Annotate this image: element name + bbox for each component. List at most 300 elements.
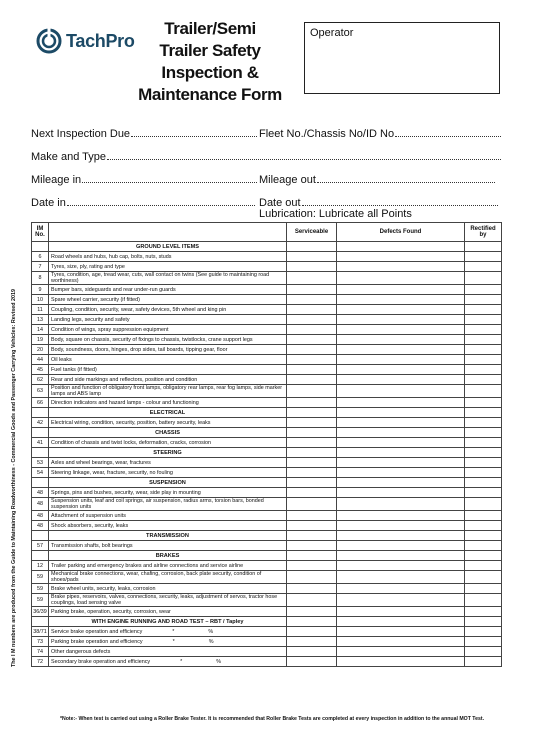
table-row [32,541,502,551]
defects-cell [337,617,465,627]
im-number: 74 [32,647,49,657]
serviceable-cell [287,242,337,252]
item-description [49,627,287,637]
im-number: 59 [32,594,49,607]
rectified-cell[interactable] [465,272,502,285]
defects-cell[interactable] [337,458,465,468]
item-text: Axles and wheel bearings, wear, fractures [51,459,151,466]
rbt-marker: * [172,628,175,635]
defects-cell[interactable] [337,345,465,355]
item-description [49,315,287,325]
table-row [32,647,502,657]
rectified-cell[interactable] [465,458,502,468]
side-note: The I M numbers are produced from the Guide to Maintaining Roadworthiness - Commercial Goods and Passenger Carrying Vehicles: Revised 2019 [11,288,17,668]
rectified-cell[interactable] [465,607,502,617]
table-row [32,468,502,478]
section-row [32,448,502,458]
serviceable-cell[interactable] [287,584,337,594]
defects-cell[interactable] [337,335,465,345]
fleet-no-label: Fleet No./Chassis No/ID No [259,128,395,140]
table-row [32,458,502,468]
table-row [32,594,502,607]
rectified-cell[interactable] [465,468,502,478]
item-description [49,637,287,647]
rectified-cell[interactable] [465,315,502,325]
serviceable-cell[interactable] [287,627,337,637]
table-row [32,438,502,448]
rectified-cell [465,531,502,541]
im-number: 48 [32,488,49,498]
item-description [49,498,287,511]
serviceable-cell[interactable] [287,637,337,647]
item-description [49,488,287,498]
table-row [32,365,502,375]
defects-cell[interactable] [337,647,465,657]
section-title: SUSPENSION [49,478,287,488]
rectified-cell[interactable] [465,398,502,408]
item-description [49,272,287,285]
section-im-cell [32,478,49,488]
section-row [32,531,502,541]
serviceable-cell [287,448,337,458]
table-row [32,418,502,428]
serviceable-cell [287,551,337,561]
rectified-cell [465,428,502,438]
serviceable-cell[interactable] [287,375,337,385]
im-number: 54 [32,468,49,478]
serviceable-cell [287,478,337,488]
serviceable-cell[interactable] [287,647,337,657]
table-header-row [32,223,502,242]
defects-cell [337,408,465,418]
next-inspection-label: Next Inspection Due [31,128,131,140]
header-serviceable: Serviceable [287,223,337,242]
table-row [32,375,502,385]
im-number: 48 [32,511,49,521]
defects-cell[interactable] [337,375,465,385]
defects-cell[interactable] [337,541,465,551]
item-description [49,295,287,305]
im-number: 19 [32,335,49,345]
rectified-cell[interactable] [465,657,502,667]
operator-box[interactable] [304,22,500,94]
rectified-cell[interactable] [465,335,502,345]
section-im-cell [32,531,49,541]
table-row [32,272,502,285]
serviceable-cell[interactable] [287,657,337,667]
rectified-cell[interactable] [465,627,502,637]
serviceable-cell[interactable] [287,488,337,498]
table-row [32,325,502,335]
section-title: TRANSMISSION [49,531,287,541]
serviceable-cell[interactable] [287,365,337,375]
serviceable-cell [287,428,337,438]
section-title: CHASSIS [49,428,287,438]
table-row [32,627,502,637]
serviceable-cell[interactable] [287,345,337,355]
im-number: 66 [32,398,49,408]
table-row [32,285,502,295]
serviceable-cell [287,408,337,418]
serviceable-cell[interactable] [287,325,337,335]
mileage-in-field[interactable] [31,174,258,186]
rectified-cell[interactable] [465,511,502,521]
item-description [49,375,287,385]
im-number: 11 [32,305,49,315]
rectified-cell[interactable] [465,375,502,385]
serviceable-cell[interactable] [287,498,337,511]
im-number: 38/71 [33,628,47,635]
defects-cell[interactable] [337,252,465,262]
item-description [49,594,287,607]
item-description [49,325,287,335]
item-description [49,252,287,262]
rectified-cell [465,448,502,458]
im-number: 63 [32,385,49,398]
serviceable-cell[interactable] [287,418,337,428]
rectified-cell[interactable] [465,541,502,551]
serviceable-cell[interactable] [287,571,337,584]
rectified-cell[interactable] [465,488,502,498]
rectified-cell[interactable] [465,521,502,531]
im-number: 10 [32,295,49,305]
item-description [49,607,287,617]
rectified-cell[interactable] [465,438,502,448]
defects-cell[interactable] [337,325,465,335]
defects-cell[interactable] [337,607,465,617]
rectified-cell[interactable] [465,345,502,355]
rectified-cell[interactable] [465,385,502,398]
defects-cell[interactable] [337,438,465,448]
defects-cell[interactable] [337,385,465,398]
percent-marker: % [208,638,214,645]
item-text: Tyres, condition, age, tread wear, cuts, wall contact on twins (See guide to maintaining road worthiness) [51,272,270,284]
rectified-cell[interactable] [465,561,502,571]
rectified-cell[interactable] [465,498,502,511]
serviceable-cell[interactable] [287,607,337,617]
defects-cell[interactable] [337,418,465,428]
item-text: Bumper bars, sideguards and rear under-run guards [51,286,176,293]
im-number: 20 [32,345,49,355]
item-description [49,468,287,478]
serviceable-cell [287,617,337,627]
item-text: Springs, pins and bushes, security, wear, side play in mounting [51,489,201,496]
im-number: 14 [32,325,49,335]
item-text: Attachment of suspension units [51,512,126,519]
im-number: 72 [32,657,49,667]
defects-cell[interactable] [337,315,465,325]
item-text: Condition of wings, spray suppression equipment [51,326,169,333]
defects-cell[interactable] [337,627,465,637]
table-body [32,242,502,667]
section-title: ELECTRICAL [49,408,287,418]
table-row [32,385,502,398]
dotted-line [82,181,257,183]
item-text: Brake wheel units, security, leaks, corrosion [51,585,156,592]
defects-cell[interactable] [337,521,465,531]
operator-label: Operator [310,27,354,39]
serviceable-cell[interactable] [287,335,337,345]
rectified-cell[interactable] [465,594,502,607]
table-row [32,295,502,305]
table-row [32,584,502,594]
date-in-label: Date in [31,197,66,209]
footnote: *Note:- When test is carried out using a Roller Brake Tester. It is recommended that Roller Brake Tests are completed at every inspection in addition to the annual MOT Test. [60,716,485,722]
table-row [32,335,502,345]
item-description [49,458,287,468]
serviceable-cell[interactable] [287,295,337,305]
defects-cell [337,531,465,541]
item-description [49,365,287,375]
defects-cell[interactable] [337,561,465,571]
serviceable-cell[interactable] [287,272,337,285]
rectified-cell[interactable] [465,305,502,315]
section-im-cell [32,408,49,418]
item-description [49,584,287,594]
defects-cell[interactable] [337,468,465,478]
defects-cell[interactable] [337,511,465,521]
im-number: 45 [32,365,49,375]
item-description [49,335,287,345]
section-title: BRAKES [49,551,287,561]
defects-cell[interactable] [337,637,465,647]
section-title: STEERING [49,448,287,458]
item-description [49,385,287,398]
defects-cell[interactable] [337,285,465,295]
item-text: Spare wheel carrier, security (if fitted) [51,296,140,303]
dotted-line [67,204,255,206]
item-text: Electrical wiring, condition, security, position, battery security, leaks [51,419,211,426]
serviceable-cell[interactable] [287,355,337,365]
table-row [32,315,502,325]
section-row [32,428,502,438]
rectified-cell[interactable] [465,418,502,428]
rectified-cell[interactable] [465,571,502,584]
item-description [49,418,287,428]
section-title: WITH ENGINE RUNNING AND ROAD TEST – RBT / Tapley [49,617,287,627]
item-text: Condition of chassis and twist locks, deformation, cracks, corrosion [51,439,211,446]
section-im-cell [32,428,49,438]
defects-cell[interactable] [337,498,465,511]
table-row [32,657,502,667]
defects-cell[interactable] [337,295,465,305]
rectified-cell[interactable] [465,262,502,272]
im-number: 59 [32,571,49,584]
fleet-no-field[interactable] [259,128,501,140]
rectified-cell[interactable] [465,365,502,375]
defects-cell [337,448,465,458]
rectified-cell [465,617,502,627]
next-inspection-field[interactable] [31,128,258,140]
item-text: Shock absorbers, security, leaks [51,522,129,529]
defects-cell[interactable] [337,571,465,584]
defects-cell [337,242,465,252]
table-row [32,252,502,262]
defects-cell [337,478,465,488]
defects-cell[interactable] [337,262,465,272]
item-text: Oil leaks [51,356,72,363]
rectified-cell [465,551,502,561]
dotted-line [302,204,498,206]
item-text: Position and function of obligatory front lamps, obligatory rear lamps, rear fog lamps, side marker lamps and ABS lamp [51,385,283,397]
defects-cell[interactable] [337,355,465,365]
item-description [49,285,287,295]
serviceable-cell[interactable] [287,511,337,521]
im-number: 41 [32,438,49,448]
table-row [32,262,502,272]
rectified-cell[interactable] [465,252,502,262]
mileage-out-field[interactable] [259,174,501,186]
serviceable-cell[interactable] [287,521,337,531]
form-title [126,18,294,106]
serviceable-cell[interactable] [287,305,337,315]
serviceable-cell [287,531,337,541]
serviceable-cell[interactable] [287,398,337,408]
im-number: 59 [32,584,49,594]
item-text: Trailer parking and emergency brakes and airline connections and service airline [51,562,244,569]
rectified-cell[interactable] [465,647,502,657]
item-text: Secondary brake operation and efficiency [51,658,151,665]
item-text: Service brake operation and efficiency [51,628,143,635]
item-text: Brake pipes, reservoirs, valves, connections, security, leaks, adjustment of servos, tractor hose couplings, load sensing valve [51,594,278,606]
table-row [32,398,502,408]
table-row [32,521,502,531]
dotted-line [107,158,501,160]
table-row [32,571,502,584]
header-defects-found: Defects Found [337,223,465,242]
item-text: Steering linkage, wear, fracture, security, no fouling [51,469,173,476]
item-description [49,511,287,521]
table-row [32,305,502,315]
im-number: 12 [32,561,49,571]
percent-marker: % [208,628,214,635]
table-row [32,511,502,521]
serviceable-cell[interactable] [287,438,337,448]
rectified-cell [465,408,502,418]
item-text: Body, soundness, doors, hinges, drop sides, tail boards, tipping gear, floor [51,346,228,353]
im-number: 57 [32,541,49,551]
tachpro-logo [36,28,135,54]
item-description [49,305,287,315]
rectified-cell[interactable] [465,285,502,295]
im-number: 53 [32,458,49,468]
rectified-cell[interactable] [465,325,502,335]
rectified-cell[interactable] [465,584,502,594]
item-description [49,541,287,551]
header-im-no: IM No. [32,223,49,242]
rectified-cell[interactable] [465,637,502,647]
item-description [49,438,287,448]
brand-name: TachPro [66,30,135,51]
date-out-label: Date out [259,197,301,209]
section-row [32,551,502,561]
serviceable-cell[interactable] [287,252,337,262]
item-text: Road wheels and hubs, hub cap, bolts, nuts, studs [51,253,172,260]
mileage-out-label: Mileage out [259,174,316,186]
table-row [32,498,502,511]
inspection-table [31,222,502,667]
section-row [32,478,502,488]
section-im-cell [32,617,49,627]
section-row [32,242,502,252]
serviceable-cell[interactable] [287,541,337,551]
im-number: 7 [32,262,49,272]
serviceable-cell[interactable] [287,262,337,272]
form-title-line: Trailer Safety [159,41,261,60]
item-description [49,398,287,408]
defects-cell[interactable] [337,305,465,315]
defects-cell[interactable] [337,584,465,594]
dotted-line [395,135,501,137]
im-number: 62 [32,375,49,385]
form-title-line: Maintenance Form [138,85,282,104]
dotted-line [131,135,258,137]
rbt-marker: * [172,638,175,645]
serviceable-cell[interactable] [287,594,337,607]
im-number: 44 [32,355,49,365]
header-rectified-by: Rectified by [465,223,502,242]
table-row [32,561,502,571]
dotted-line [317,181,495,183]
date-in-field[interactable] [31,197,258,209]
serviceable-cell[interactable] [287,385,337,398]
item-description [49,571,287,584]
section-title: GROUND LEVEL ITEMS [49,242,287,252]
form-title-line: Trailer/Semi [164,19,256,38]
item-text: Direction indicators and hazard lamps - colour and functioning [51,399,199,406]
item-description [49,521,287,531]
section-im-cell [32,551,49,561]
section-row [32,408,502,418]
lubrication-note: Lubrication: Lubricate all Points [259,208,412,220]
serviceable-cell[interactable] [287,561,337,571]
serviceable-cell[interactable] [287,458,337,468]
defects-cell[interactable] [337,657,465,667]
defects-cell[interactable] [337,594,465,607]
rectified-cell[interactable] [465,355,502,365]
defects-cell[interactable] [337,488,465,498]
item-description [49,345,287,355]
defects-cell[interactable] [337,272,465,285]
item-description [49,262,287,272]
im-number: 48 [32,521,49,531]
section-im-cell [32,242,49,252]
rectified-cell[interactable] [465,295,502,305]
serviceable-cell[interactable] [287,285,337,295]
item-text: Tyres, size, ply, rating and type [51,263,125,270]
table-row [32,355,502,365]
percent-marker: % [216,658,221,665]
im-number: 6 [32,252,49,262]
mileage-in-label: Mileage in [31,174,82,186]
make-type-field[interactable] [31,151,501,163]
item-text: Landing legs, security and safety [51,316,130,323]
item-text: Suspension units, leaf and coil springs, air suspension, radius arms, torsion bars, bonded suspension units [51,498,264,510]
item-text: Fuel tanks (if fitted) [51,366,97,373]
defects-cell[interactable] [337,398,465,408]
serviceable-cell[interactable] [287,315,337,325]
defects-cell [337,551,465,561]
im-number: 9 [32,285,49,295]
serviceable-cell[interactable] [287,468,337,478]
im-number: 73 [32,637,49,647]
section-row [32,617,502,627]
im-number: 48 [32,498,49,511]
im-number: 13 [32,315,49,325]
defects-cell[interactable] [337,365,465,375]
header-item [49,223,287,242]
item-text: Parking brake, operation, security, corrosion, wear [51,608,171,615]
